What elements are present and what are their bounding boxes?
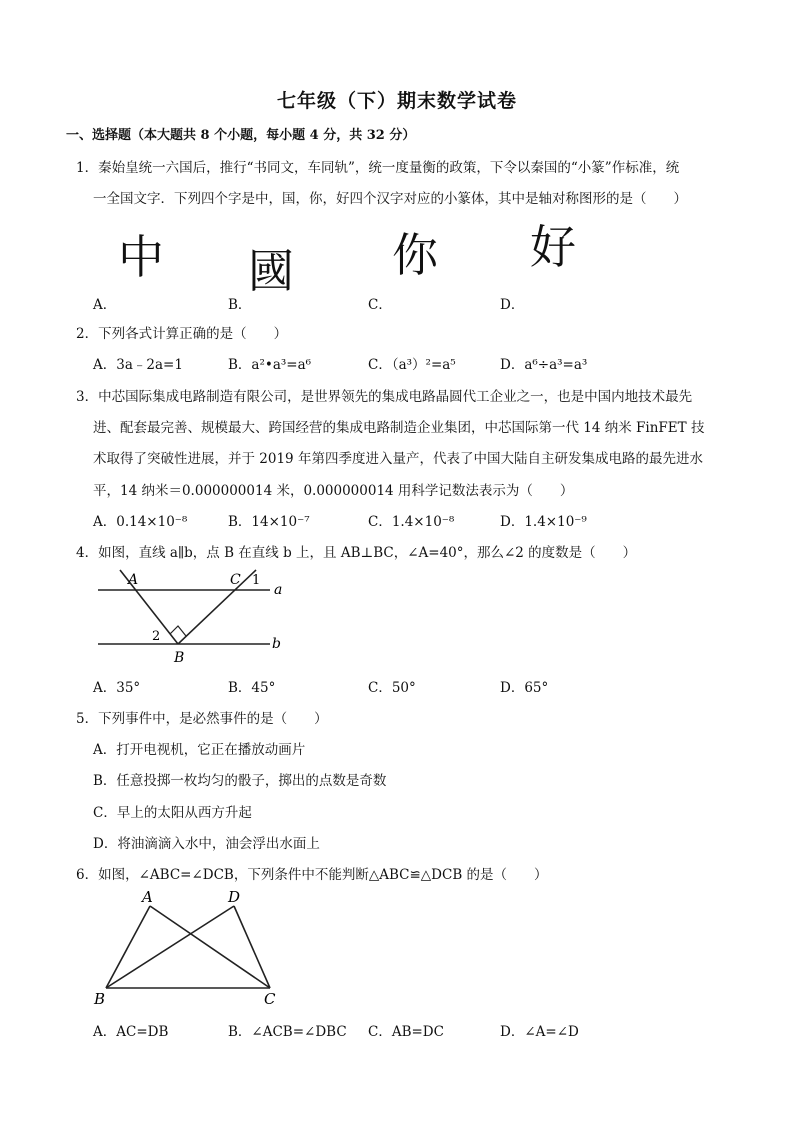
q4-option-c[interactable]: C．50°	[368, 680, 416, 696]
q2-option-c[interactable]: C．（a³）²=a⁵	[368, 357, 456, 373]
q6-option-c[interactable]: C．AB=DC	[368, 1024, 444, 1040]
label-c-point: C	[264, 990, 276, 1008]
q5-option-b[interactable]: B．任意投掷一枚均匀的骰子，掷出的点数是奇数	[93, 773, 387, 789]
q3-line4: 平，14 纳米＝0.000000014 米，0.000000014 用科学记数法表示为（ ）	[93, 483, 574, 499]
q5-option-c[interactable]: C．早上的太阳从西方升起	[93, 805, 252, 821]
q1-option-a[interactable]: A．	[93, 297, 117, 313]
page-title: 七年级（下）期末数学试卷	[276, 90, 517, 112]
q6-figure	[92, 888, 292, 1012]
q2-option-d[interactable]: D．a⁶÷a³=a³	[500, 357, 588, 373]
label-line-a: a	[274, 582, 283, 598]
seal-glyph-hao: 好	[530, 220, 576, 274]
label-c-point: C	[230, 572, 241, 588]
q3-option-d[interactable]: D．1.4×10⁻⁹	[500, 514, 587, 530]
label-b-point: B	[94, 990, 106, 1008]
q5-option-a[interactable]: A．打开电视机，它正在播放动画片	[93, 742, 306, 758]
seal-glyph-guo: 國	[248, 244, 294, 298]
seal-glyph-zhong: 中	[118, 230, 164, 284]
right-angle-mark	[170, 626, 186, 636]
q6-option-b[interactable]: B．∠ACB=∠DBC	[228, 1024, 347, 1040]
q6-stem: 6．如图，∠ABC=∠DCB，下列条件中不能判断△ABC≌△DCB 的是（ ）	[76, 867, 548, 883]
q1-option-d[interactable]: D．	[500, 297, 525, 313]
label-d-point: D	[228, 888, 241, 906]
q3-option-b[interactable]: B．14×10⁻⁷	[228, 514, 310, 530]
seal-glyph-ni: 你	[392, 228, 438, 282]
q5-stem: 5．下列事件中，是必然事件的是（ ）	[76, 711, 328, 727]
segment-ab	[106, 906, 150, 988]
label-a-point: A	[142, 888, 153, 906]
q1-line2: 一全国文字．下列四个字是中，国，你，好四个汉字对应的小篆体，其中是轴对称图形的是（ ）	[93, 191, 687, 207]
q2-stem: 2．下列各式计算正确的是（ ）	[76, 326, 288, 342]
label-a-point: A	[128, 572, 139, 588]
q3-line3: 术取得了突破性进展，并于 2019 年第四季度进入量产，代表了中国大陆自主研发集成电路的最先进水	[93, 451, 703, 467]
q6-option-a[interactable]: A．AC=DB	[93, 1024, 169, 1040]
q3-option-a[interactable]: A．0.14×10⁻⁸	[93, 514, 188, 530]
q4-stem: 4．如图，直线 a∥b，点 B 在直线 b 上，且 AB⊥BC，∠A=40°，那么∠2 的度数是（ ）	[76, 545, 637, 561]
q2-option-a[interactable]: A．3a﹣2a=1	[93, 357, 183, 373]
q1-option-c[interactable]: C．	[368, 297, 392, 313]
label-b-point: B	[174, 650, 185, 666]
q3-line1: 3．中芯国际集成电路制造有限公司，是世界领先的集成电路晶圆代工企业之一，也是中国内地技术最先	[76, 389, 693, 405]
section-heading: 一、选择题（本大题共 8 个小题，每小题 4 分，共 32 分）	[66, 128, 416, 143]
q4-option-b[interactable]: B．45°	[228, 680, 276, 696]
q3-option-c[interactable]: C．1.4×10⁻⁸	[368, 514, 455, 530]
q1-option-b[interactable]: B．	[228, 297, 252, 313]
q3-line2: 进、配套最完善、规模最大、跨国经营的集成电路制造企业集团，中芯国际第一代 14 纳米 FinFET 技	[93, 420, 705, 436]
label-angle-1: 1	[252, 573, 261, 588]
segment-bc	[178, 570, 256, 644]
q4-option-a[interactable]: A．35°	[93, 680, 141, 696]
q4-figure	[90, 566, 290, 666]
q6-option-d[interactable]: D．∠A=∠D	[500, 1024, 579, 1040]
label-line-b: b	[272, 636, 281, 652]
label-angle-2: 2	[152, 629, 161, 644]
q2-option-b[interactable]: B．a²•a³=a⁶	[228, 357, 312, 373]
q5-option-d[interactable]: D．将油滴滴入水中，油会浮出水面上	[93, 836, 320, 852]
segment-bd	[106, 906, 234, 988]
q4-option-d[interactable]: D．65°	[500, 680, 549, 696]
q1-line1: 1．秦始皇统一六国后，推行“书同文，车同轨”，统一度量衡的政策，下令以秦国的“小篆”作标准，统	[76, 160, 680, 176]
